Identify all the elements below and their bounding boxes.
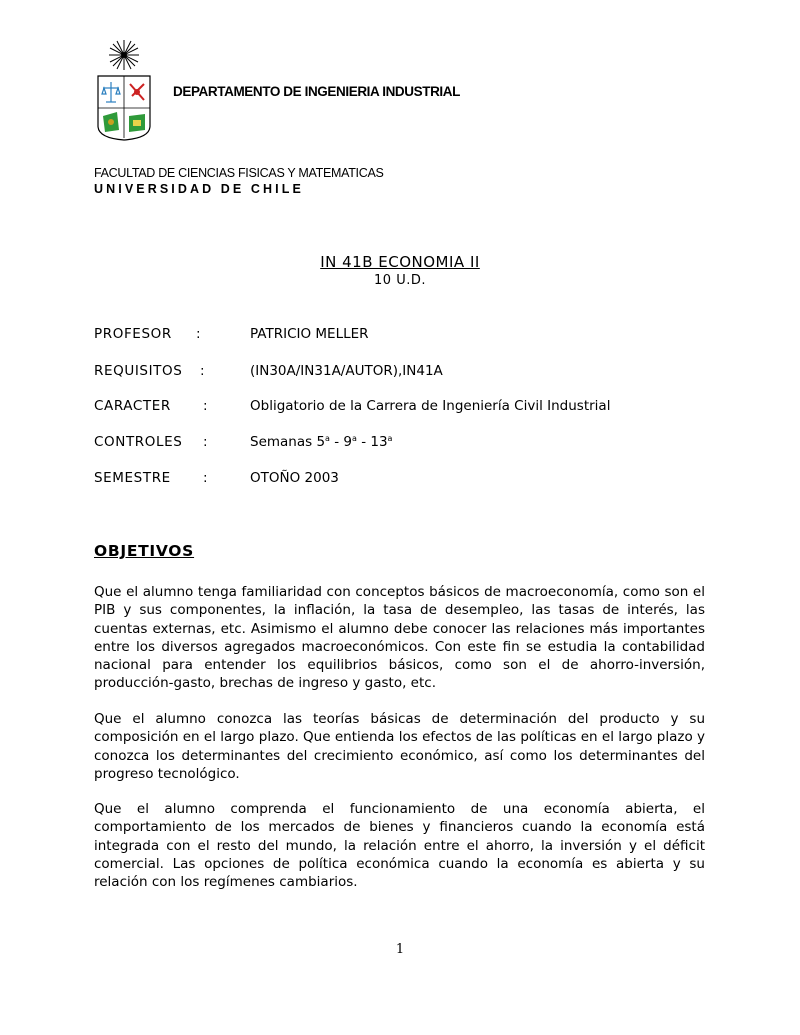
controles-sup: a: [325, 434, 330, 443]
controles-week1: Semanas 5: [250, 434, 326, 450]
caracter-colon: :: [203, 398, 208, 414]
objetivo-paragraph-3: Que el alumno comprenda el funcionamiento de una economía abierta, el comportamiento de los mercados de bienes y financieros cuando la economía está integrada con el resto del mundo, la relación entre el ahorro, la inversión y el déficit comercial. Las opciones de política económica cuando la economía es abierta y su relación con los regímenes cambiarios.: [94, 801, 705, 891]
caracter-value: Obligatorio de la Carrera de Ingeniería Civil Industrial: [250, 398, 611, 414]
course-title: IN 41B ECONOMIA II: [320, 253, 480, 271]
university-crest-icon: [95, 38, 153, 142]
semestre-value: OTOÑO 2003: [250, 470, 339, 486]
semestre-label: SEMESTRE: [94, 470, 171, 486]
controles-label: CONTROLES: [94, 434, 183, 450]
course-units: 10 U.D.: [374, 273, 426, 288]
university-name: UNIVERSIDAD DE CHILE: [94, 182, 304, 196]
caracter-label: CARACTER: [94, 398, 171, 414]
department-name: DEPARTAMENTO DE INGENIERIA INDUSTRIAL: [173, 84, 460, 99]
objetivos-heading: OBJETIVOS: [94, 542, 195, 560]
controles-week2: - 9: [329, 434, 352, 450]
controles-sup: a: [387, 434, 393, 443]
controles-colon: :: [203, 434, 208, 450]
profesor-label: PROFESOR: [94, 326, 172, 342]
objetivo-paragraph-2: Que el alumno conozca las teorías básicas de determinación del producto y su composición en el largo plazo. Que entienda los efectos de las políticas en el largo plazo y conozca los determinantes del crecimiento económico, así como los determinantes del progreso tecnológico.: [94, 711, 705, 782]
controles-week3: - 13: [356, 434, 388, 450]
controles-sup: a: [352, 434, 357, 443]
faculty-name: FACULTAD DE CIENCIAS FISICAS Y MATEMATICAS: [94, 166, 384, 180]
page-number: 1: [395, 942, 405, 957]
requisitos-value: (IN30A/IN31A/AUTOR),IN41A: [250, 363, 443, 379]
requisitos-colon: :: [200, 363, 205, 379]
controles-value: [250, 434, 392, 450]
objetivo-paragraph-1: Que el alumno tenga familiaridad con conceptos básicos de macroeconomía, como son el PIB y sus componentes, la inflación, la tasa de desempleo, las tasas de interés, las cuentas externas, etc. Asimismo el alumno debe conocer las relaciones más importantes entre los diversos agregados macroeconómicos. Con este fin se estudia la contabilidad nacional para entender los equilibrios básicos, como son el de ahorro-inversión, producción-gasto, brechas de ingreso y gasto, etc.: [94, 584, 705, 692]
requisitos-label: REQUISITOS: [94, 363, 183, 379]
semestre-colon: :: [203, 470, 208, 486]
profesor-value: PATRICIO MELLER: [250, 326, 369, 342]
profesor-colon: :: [196, 326, 201, 342]
